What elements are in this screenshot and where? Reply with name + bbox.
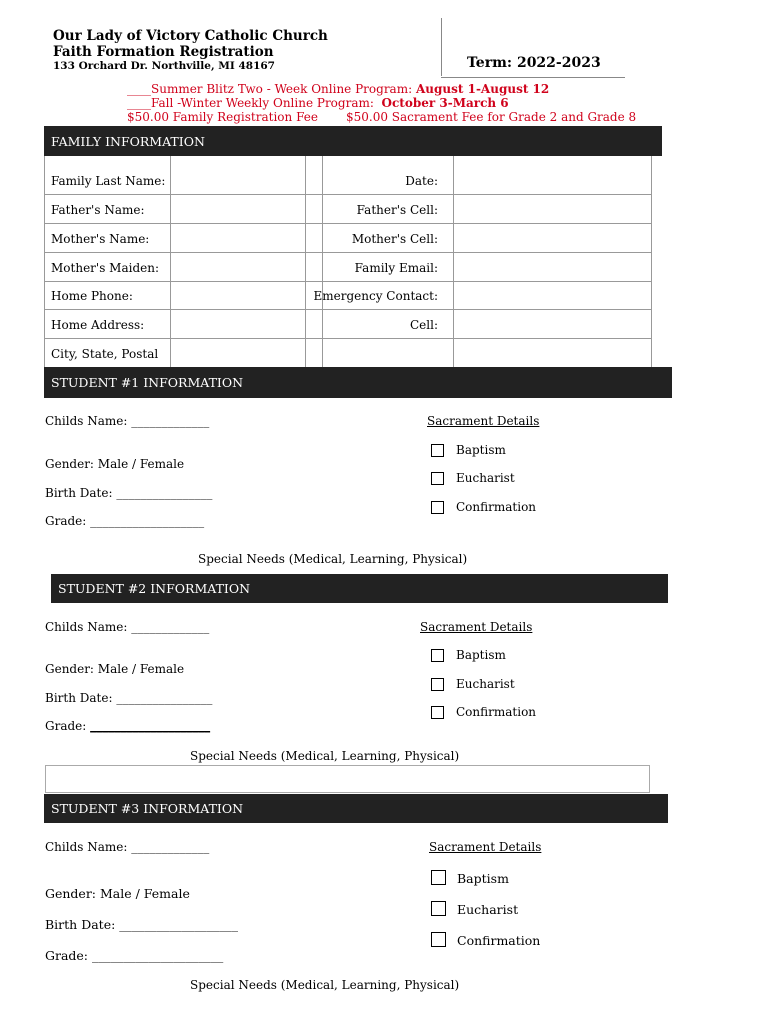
label-fathers-name: Father's Name:: [51, 203, 145, 217]
student1-childs-name[interactable]: Childs Name: _____________: [45, 414, 210, 428]
fall-label: Fall -Winter Weekly Online Program:: [151, 96, 374, 110]
student2-special-needs: Special Needs (Medical, Learning, Physical): [190, 749, 460, 763]
fall-blank[interactable]: ____: [127, 96, 151, 110]
summer-blank[interactable]: ____: [127, 82, 151, 96]
student1-eucharist-checkbox[interactable]: [431, 472, 444, 485]
mothers-name-input[interactable]: [171, 224, 305, 252]
student3-baptism-checkbox[interactable]: [431, 870, 446, 885]
label-family-last-name: Family Last Name:: [51, 174, 166, 188]
student2-grade[interactable]: [45, 719, 210, 733]
emergency-contact-input[interactable]: [454, 282, 651, 309]
family-email-input[interactable]: [454, 253, 651, 281]
mothers-maiden-input[interactable]: [171, 253, 305, 281]
label-city-state-postal: City, State, Postal: [51, 347, 159, 361]
student2-birth-date[interactable]: Birth Date: ________________: [45, 691, 213, 705]
student3-eucharist-label: Eucharist: [457, 902, 519, 917]
student3-gender[interactable]: Gender: Male / Female: [45, 886, 190, 901]
cell-input[interactable]: [454, 310, 651, 338]
fathers-cell-input[interactable]: [454, 195, 651, 223]
label-emergency-contact: Emergency Contact:: [313, 289, 438, 303]
label-family-email: Family Email:: [354, 261, 438, 275]
home-phone-input[interactable]: [171, 282, 305, 309]
student1-grade[interactable]: Grade: ___________________: [45, 514, 205, 528]
student3-baptism-label: Baptism: [457, 871, 509, 886]
program-summer: [127, 82, 549, 96]
summer-dates: August 1-August 12: [415, 82, 550, 96]
student3-birth-date[interactable]: Birth Date: ___________________: [45, 917, 239, 932]
student2-grade-line[interactable]: ____________________: [90, 719, 211, 733]
student3-confirmation-checkbox[interactable]: [431, 932, 446, 947]
student1-header: STUDENT #1 INFORMATION: [44, 367, 672, 398]
student2-eucharist-label: Eucharist: [456, 677, 515, 691]
fathers-name-input[interactable]: [171, 195, 305, 223]
student3-grade[interactable]: Grade: _____________________: [45, 948, 224, 963]
family-info-header: FAMILY INFORMATION: [44, 126, 662, 156]
student2-gender[interactable]: Gender: Male / Female: [45, 662, 185, 676]
term-label: Term: 2022-2023: [467, 55, 601, 71]
fall-dates: October 3-March 6: [381, 96, 509, 110]
label-mothers-cell: Mother's Cell:: [351, 232, 438, 246]
student2-grade-label: Grade:: [45, 719, 91, 733]
mothers-cell-input[interactable]: [454, 224, 651, 252]
label-home-phone: Home Phone:: [51, 289, 133, 303]
student2-confirmation-checkbox[interactable]: [431, 706, 444, 719]
student3-confirmation-label: Confirmation: [457, 933, 541, 948]
student1-special-needs: Special Needs (Medical, Learning, Physical): [198, 552, 468, 566]
term-underline: [441, 77, 625, 78]
student1-birth-date[interactable]: Birth Date: ________________: [45, 486, 213, 500]
student2-sacrament-title: Sacrament Details: [420, 620, 533, 634]
summer-label: Summer Blitz Two - Week Online Program:: [151, 82, 413, 96]
church-name: Our Lady of Victory Catholic Church: [53, 28, 328, 44]
student3-eucharist-checkbox[interactable]: [431, 901, 446, 916]
program-fall: [127, 96, 509, 110]
family-info-table: [44, 156, 652, 367]
label-fathers-cell: Father's Cell:: [356, 203, 438, 217]
label-mothers-name: Mother's Name:: [51, 232, 150, 246]
student1-confirmation-label: Confirmation: [456, 500, 537, 514]
sacrament-fee: $50.00 Sacrament Fee for Grade 2 and Grade 8: [346, 110, 637, 124]
date-input[interactable]: [454, 156, 651, 194]
student1-baptism-label: Baptism: [456, 443, 506, 457]
student3-sacrament-title: Sacrament Details: [429, 840, 542, 854]
student2-baptism-checkbox[interactable]: [431, 649, 444, 662]
home-address-input[interactable]: [171, 310, 305, 338]
student2-baptism-label: Baptism: [456, 648, 506, 662]
form-title: Faith Formation Registration: [53, 44, 274, 60]
label-cell: Cell:: [409, 318, 438, 332]
family-last-name-input[interactable]: [171, 156, 305, 194]
header-divider: [441, 18, 442, 76]
student1-confirmation-checkbox[interactable]: [431, 501, 444, 514]
student2-eucharist-checkbox[interactable]: [431, 678, 444, 691]
label-date: Date:: [405, 174, 438, 188]
church-address: 133 Orchard Dr. Northville, MI 48167: [53, 60, 275, 72]
student1-gender[interactable]: Gender: Male / Female: [45, 457, 185, 471]
family-fee: $50.00 Family Registration Fee: [127, 110, 318, 124]
student2-special-needs-input[interactable]: [45, 765, 650, 793]
student1-baptism-checkbox[interactable]: [431, 444, 444, 457]
student3-childs-name[interactable]: Childs Name: _____________: [45, 840, 210, 854]
label-home-address: Home Address:: [51, 318, 145, 332]
student2-childs-name[interactable]: Childs Name: _____________: [45, 620, 210, 634]
student2-confirmation-label: Confirmation: [456, 705, 537, 719]
student3-header: STUDENT #3 INFORMATION: [44, 794, 668, 823]
student2-header: STUDENT #2 INFORMATION: [51, 574, 668, 603]
student1-eucharist-label: Eucharist: [456, 471, 515, 485]
student3-special-needs: Special Needs (Medical, Learning, Physical): [190, 978, 460, 992]
city-state-postal-input[interactable]: [171, 339, 305, 367]
label-mothers-maiden: Mother's Maiden:: [51, 261, 160, 275]
student1-sacrament-title: Sacrament Details: [427, 414, 540, 428]
